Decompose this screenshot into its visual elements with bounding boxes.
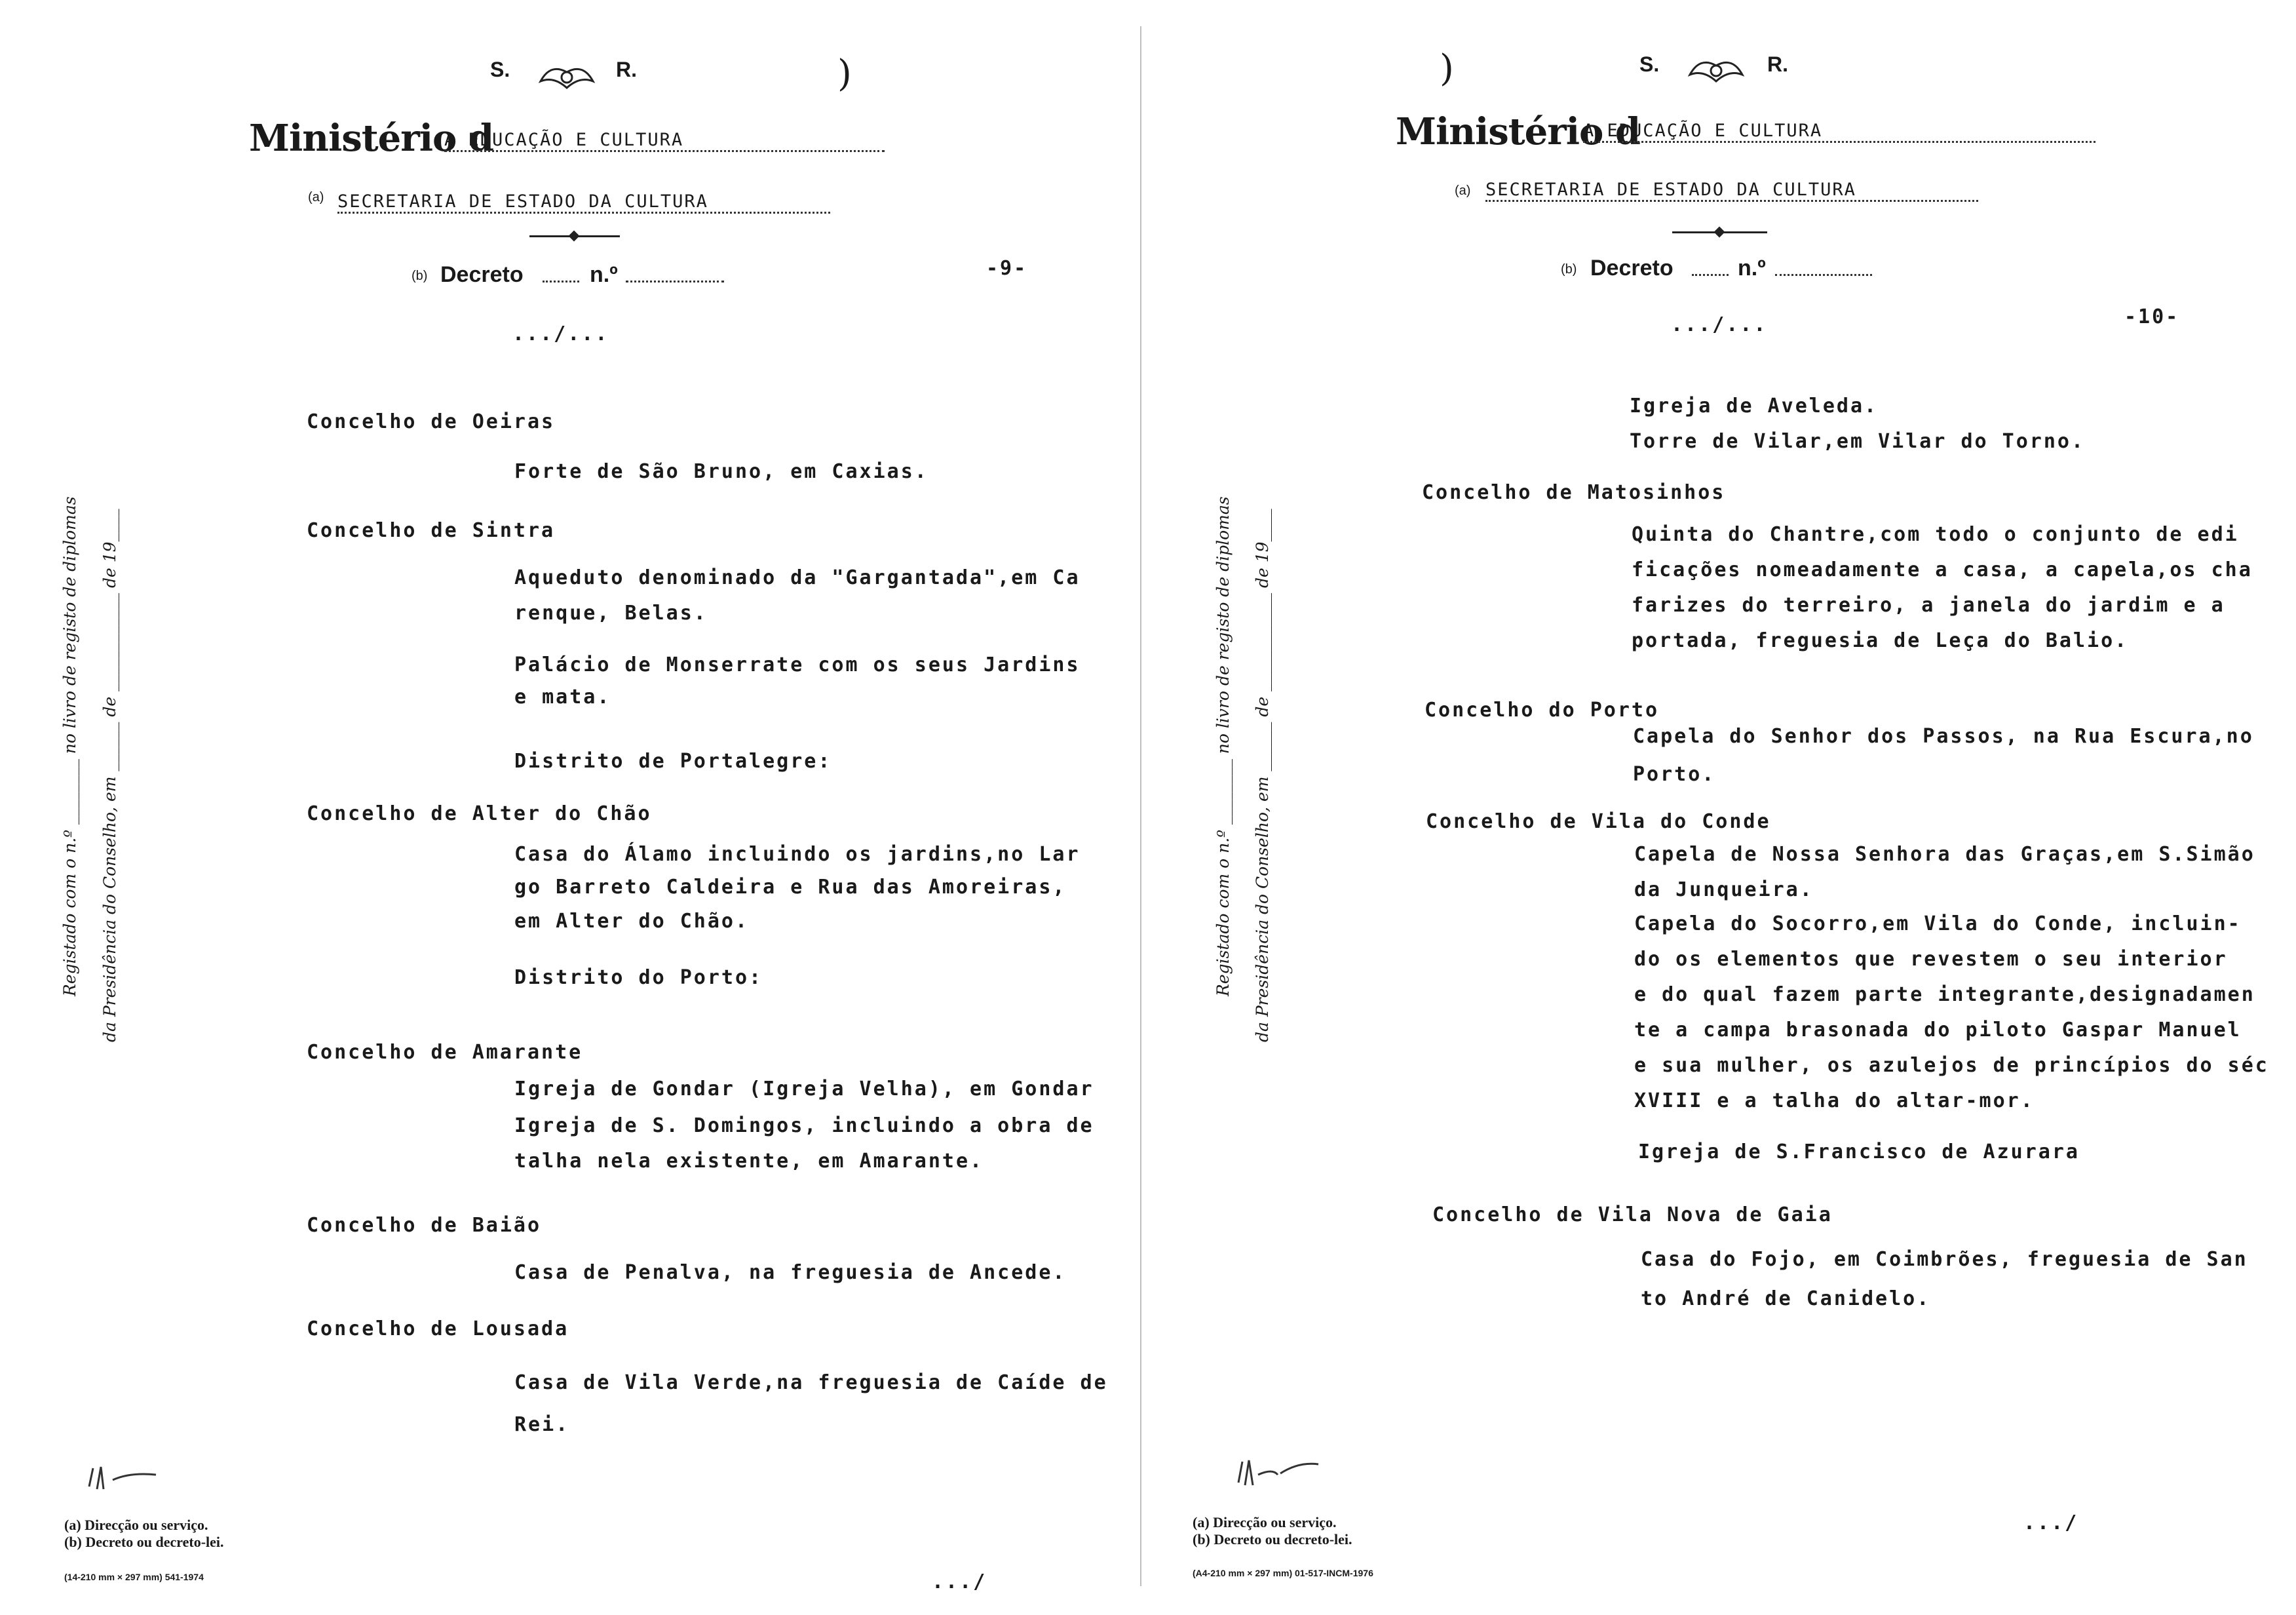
footnote-marker-a: (a) xyxy=(1455,184,1471,198)
entry-line: talha nela existente, em Amarante. xyxy=(514,1150,984,1173)
entry-line: da Junqueira. xyxy=(1634,878,1814,901)
entry-line: e do qual fazem parte integrante,designadamen xyxy=(1634,983,2255,1006)
header-r: R. xyxy=(616,58,637,81)
entry-line: Casa de Penalva, na freguesia de Ancede. xyxy=(514,1261,1067,1284)
concelho-heading: Concelho de Amarante xyxy=(307,1041,583,1064)
entry-line: Torre de Vilar,em Vilar do Torno. xyxy=(1630,430,2086,453)
decreto-label: Decreto xyxy=(1590,256,1674,281)
continued-from: .../... xyxy=(512,322,609,345)
ministerio-name: A EDUCAÇÃO E CULTURA xyxy=(1583,121,2095,143)
concelho-heading: Concelho de Sintra xyxy=(307,519,556,542)
entry-line: e mata. xyxy=(514,686,611,709)
decreto-blank xyxy=(543,281,579,282)
concelho-heading: Concelho de Oeiras xyxy=(307,410,556,433)
ministerio-label: Ministério d xyxy=(249,117,494,160)
coat-of-arms-emblem xyxy=(534,59,600,93)
coat-of-arms-emblem xyxy=(1683,52,1749,87)
concelho-heading: Concelho de Baião xyxy=(307,1214,542,1237)
entry-line: Capela do Socorro,em Vila do Conde, incluin- xyxy=(1634,912,2242,935)
numero-label: n.º xyxy=(590,262,618,287)
entry-line: Rei. xyxy=(514,1413,570,1436)
concelho-heading: Concelho de Lousada xyxy=(307,1317,569,1340)
header-s: S. xyxy=(490,58,510,81)
margin-note-line2: da Presidência do Conselho, em ______ de ____________ de 19____ xyxy=(100,509,119,1042)
margin-note-line1: Registado com o n.º ________ no livro de registo de diplomas xyxy=(1214,496,1233,996)
entry-line: em Alter do Chão. xyxy=(514,910,750,933)
decreto-label: Decreto xyxy=(440,262,524,287)
signature-mark xyxy=(1233,1449,1325,1494)
margin-note-line2: da Presidência do Conselho, em ______ de ____________ de 19____ xyxy=(1253,509,1272,1042)
entry-line: Capela de Nossa Senhora das Graças,em S.Simão xyxy=(1634,843,2255,866)
distrito-heading: Distrito de Portalegre: xyxy=(514,750,832,773)
entry-line: Casa do Fojo, em Coimbrões, freguesia de San xyxy=(1641,1248,2248,1271)
entry-line: Igreja de Gondar (Igreja Velha), em Gondar xyxy=(514,1078,1094,1100)
entry-line: renque, Belas. xyxy=(514,602,708,625)
entry-line: portada, freguesia de Leça do Balio. xyxy=(1632,629,2129,652)
entry-line: Aqueduto denominado da "Gargantada",em Ca xyxy=(514,566,1081,589)
concelho-heading: Concelho do Porto xyxy=(1425,699,1660,722)
numero-blank xyxy=(626,281,724,282)
footnote-b: (b) Decreto ou decreto-lei. xyxy=(1193,1531,1352,1547)
footnote-marker-a: (a) xyxy=(308,190,324,204)
secretaria: SECRETARIA DE ESTADO DA CULTURA xyxy=(1485,180,1978,202)
entry-line: te a campa brasonada do piloto Gaspar Manuel xyxy=(1634,1019,2242,1041)
divider-diamond xyxy=(1714,227,1725,238)
continues-mark: .../ xyxy=(2023,1511,2079,1534)
bracket-mark: ) xyxy=(1440,47,1454,90)
entry-line: Forte de São Bruno, em Caxias. xyxy=(514,460,928,483)
entry-line: Quinta do Chantre,com todo o conjunto de edi xyxy=(1632,523,2239,546)
entry-line: farizes do terreiro, a janela do jardim e a xyxy=(1632,594,2225,617)
entry-line: ficações nomeadamente a casa, a capela,os cha xyxy=(1632,558,2253,581)
print-code: (A4-210 mm × 297 mm) 01-517-INCM-1976 xyxy=(1193,1568,1373,1578)
footnote-b: (b) Decreto ou decreto-lei. xyxy=(64,1534,224,1550)
signature-mark xyxy=(84,1460,169,1500)
footnote-marker-b: (b) xyxy=(1561,262,1577,277)
entry-line: to André de Canidelo. xyxy=(1641,1287,1931,1310)
entry-line: Igreja de S.Francisco de Azurara xyxy=(1638,1140,2080,1163)
ministerio-label: Ministério d xyxy=(1396,110,1641,153)
concelho-heading: Concelho de Vila do Conde xyxy=(1426,810,1771,833)
footnote-a: (a) Direcção ou serviço. xyxy=(64,1517,208,1533)
concelho-heading: Concelho de Matosinhos xyxy=(1422,481,1726,504)
page-fold xyxy=(1140,26,1141,1586)
entry-line: e sua mulher, os azulejos de princípios do séc xyxy=(1634,1054,2269,1077)
page-number: -10- xyxy=(2124,305,2180,328)
decreto-blank xyxy=(1692,274,1729,276)
entry-line: go Barreto Caldeira e Rua das Amoreiras, xyxy=(514,876,1067,899)
header-s: S. xyxy=(1639,52,1660,76)
entry-line: Casa de Vila Verde,na freguesia de Caíde de xyxy=(514,1371,1108,1394)
continued-from: .../... xyxy=(1671,313,1768,336)
numero-blank xyxy=(1775,274,1872,276)
print-code: (14-210 mm × 297 mm) 541-1974 xyxy=(64,1572,204,1582)
continues-mark: .../ xyxy=(932,1570,987,1593)
entry-line: Porto. xyxy=(1633,763,1716,786)
margin-note-line1: Registado com o n.º ________ no livro de registo de diplomas xyxy=(60,496,79,996)
footnote-a: (a) Direcção ou serviço. xyxy=(1193,1514,1337,1530)
entry-line: Capela do Senhor dos Passos, na Rua Escura,no xyxy=(1633,725,2254,748)
entry-line: Igreja de S. Domingos, incluindo a obra de xyxy=(514,1114,1094,1137)
page-10 xyxy=(1148,0,2296,1615)
ministerio-name: A EDUCAÇÃO E CULTURA xyxy=(444,130,885,152)
divider-diamond xyxy=(569,231,580,242)
entry-line: do os elementos que revestem o seu interior xyxy=(1634,948,2228,971)
bracket-mark: ) xyxy=(837,52,852,95)
footnote-marker-b: (b) xyxy=(411,269,428,283)
entry-line: Palácio de Monserrate com os seus Jardins xyxy=(514,653,1081,676)
entry-line: Igreja de Aveleda. xyxy=(1630,395,1879,418)
distrito-heading: Distrito do Porto: xyxy=(514,966,763,989)
header-r: R. xyxy=(1767,52,1788,76)
numero-label: n.º xyxy=(1738,256,1766,281)
secretaria: SECRETARIA DE ESTADO DA CULTURA xyxy=(337,191,830,214)
entry-line: XVIII e a talha do altar-mor. xyxy=(1634,1089,2035,1112)
entry-line: Casa do Álamo incluindo os jardins,no Lar xyxy=(514,843,1081,866)
concelho-heading: Concelho de Vila Nova de Gaia xyxy=(1432,1203,1833,1226)
page-number: -9- xyxy=(986,257,1028,280)
concelho-heading: Concelho de Alter do Chão xyxy=(307,802,652,825)
